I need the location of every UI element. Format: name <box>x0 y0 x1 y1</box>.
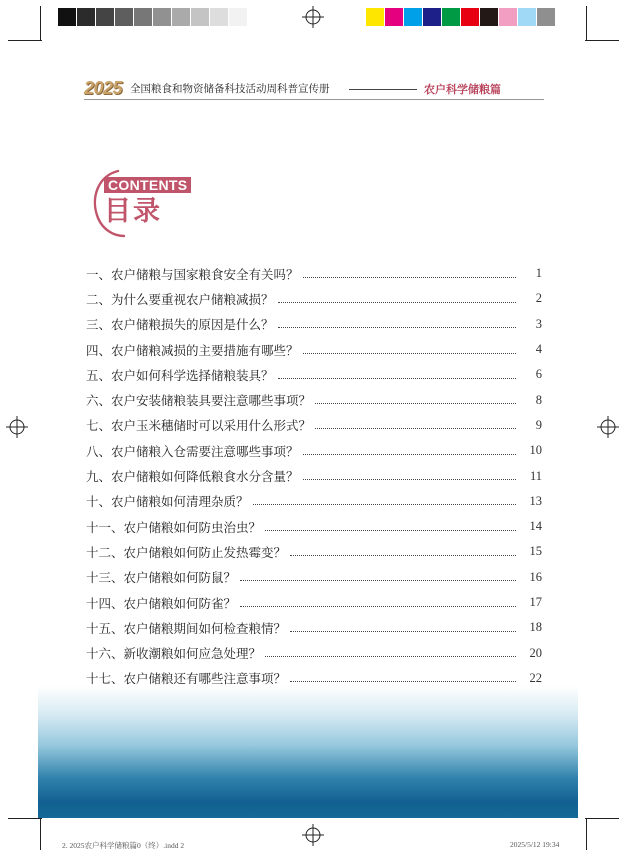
toc-entry-title: 十四、农户储粮如何防雀？ <box>86 595 237 611</box>
toc-leader-dots <box>265 655 516 657</box>
contents-title: 目录 <box>104 196 162 227</box>
toc-entry-page: 10 <box>529 443 542 458</box>
color-swatch <box>229 8 248 26</box>
slug-datetime: 2025/5/12 19:34 <box>510 840 560 849</box>
toc-entry[interactable] <box>86 615 542 640</box>
color-swatch <box>404 8 423 26</box>
toc-leader-dots <box>303 276 516 278</box>
color-swatch <box>537 8 556 26</box>
crop-mark <box>8 818 42 819</box>
toc-entry[interactable] <box>86 514 542 539</box>
page-header <box>84 76 544 98</box>
toc-entry-title: 十三、农户储粮如何防鼠？ <box>86 570 237 586</box>
toc-entry-title: 五、农户如何科学选择储粮装具？ <box>86 367 274 383</box>
color-swatch <box>153 8 172 26</box>
toc-entry-title: 六、农户安装储粮装具要注意哪些事项？ <box>86 393 312 409</box>
toc-entry[interactable] <box>86 413 542 438</box>
toc-leader-dots <box>315 402 516 404</box>
toc-entry-title: 二、为什么要重视农户储粮减损？ <box>86 291 274 307</box>
toc-entry[interactable] <box>86 261 542 286</box>
toc-leader-dots <box>290 630 516 632</box>
toc-entry-page: 15 <box>529 544 542 559</box>
registration-mark-icon <box>6 416 28 438</box>
toc-entry-title: 十、农户储粮如何清理杂质？ <box>86 494 249 510</box>
color-swatch <box>423 8 442 26</box>
color-bar <box>366 8 556 26</box>
toc-entry-page: 4 <box>535 342 542 357</box>
toc-entry[interactable] <box>86 438 542 463</box>
slug-filename: 2. 2025农户科学储粮篇0（终）.indd 2 <box>62 841 185 850</box>
toc-entry-title: 八、农户储粮入仓需要注意哪些事项？ <box>86 443 299 459</box>
registration-mark-icon <box>597 416 619 438</box>
header-rule <box>84 99 544 100</box>
color-swatch <box>385 8 404 26</box>
color-swatch <box>480 8 499 26</box>
toc-entry[interactable] <box>86 590 542 615</box>
color-swatch <box>461 8 480 26</box>
color-swatch <box>210 8 229 26</box>
toc-entry-page: 1 <box>535 266 542 281</box>
toc-entry-title: 十一、农户储粮如何防虫治虫？ <box>86 519 262 535</box>
table-of-contents <box>86 261 542 691</box>
toc-leader-dots <box>303 453 516 455</box>
toc-leader-dots <box>290 554 516 556</box>
toc-leader-dots <box>303 352 516 354</box>
toc-entry[interactable] <box>86 489 542 514</box>
grayscale-bar <box>58 8 248 26</box>
color-swatch <box>442 8 461 26</box>
toc-entry[interactable] <box>86 312 542 337</box>
toc-entry-page: 20 <box>529 645 542 660</box>
toc-entry-page: 11 <box>529 468 542 483</box>
toc-entry-title: 三、农户储粮损失的原因是什么？ <box>86 317 274 333</box>
toc-entry-title: 十六、新收潮粮如何应急处理？ <box>86 646 262 662</box>
toc-leader-dots <box>290 680 516 682</box>
header-divider <box>349 89 417 90</box>
toc-entry-page: 8 <box>535 392 542 407</box>
toc-entry-page: 13 <box>529 493 542 508</box>
crop-mark <box>40 818 41 850</box>
color-swatch <box>134 8 153 26</box>
toc-entry[interactable] <box>86 565 542 590</box>
registration-mark-icon <box>302 6 324 28</box>
toc-leader-dots <box>278 301 516 303</box>
color-swatch <box>77 8 96 26</box>
toc-leader-dots <box>240 579 516 581</box>
toc-entry-title: 七、农户玉米穗储时可以采用什么形式？ <box>86 418 312 434</box>
header-section: 农户科学储粮篇 <box>424 83 501 96</box>
toc-entry-title: 九、农户储粮如何降低粮食水分含量？ <box>86 469 299 485</box>
toc-entry[interactable] <box>86 463 542 488</box>
toc-entry-page: 22 <box>529 670 542 685</box>
color-swatch <box>115 8 134 26</box>
toc-leader-dots <box>265 529 516 531</box>
color-swatch <box>58 8 77 26</box>
toc-entry-page: 9 <box>535 417 542 432</box>
toc-entry-title: 十七、农户储粮还有哪些注意事项？ <box>86 671 287 687</box>
bottom-gradient-band <box>38 686 578 818</box>
toc-entry[interactable] <box>86 286 542 311</box>
toc-entry-page: 18 <box>529 620 542 635</box>
color-swatch <box>366 8 385 26</box>
header-title: 全国粮食和物资储备科技活动周科普宣传册 <box>130 83 330 95</box>
toc-entry-title: 四、农户储粮减损的主要措施有哪些？ <box>86 342 299 358</box>
toc-entry-page: 14 <box>529 519 542 534</box>
toc-entry[interactable] <box>86 337 542 362</box>
crop-mark <box>8 40 42 41</box>
toc-leader-dots <box>253 503 516 505</box>
toc-leader-dots <box>278 377 516 379</box>
toc-entry-title: 十二、农户储粮如何防止发热霉变？ <box>86 544 287 560</box>
color-swatch <box>191 8 210 26</box>
crop-mark <box>586 6 587 40</box>
color-swatch <box>172 8 191 26</box>
toc-leader-dots <box>240 605 516 607</box>
crop-mark <box>586 818 587 850</box>
toc-entry[interactable] <box>86 640 542 665</box>
toc-entry[interactable] <box>86 362 542 387</box>
toc-entry-title: 一、农户储粮与国家粮食安全有关吗？ <box>86 266 299 282</box>
toc-entry-page: 16 <box>529 569 542 584</box>
color-swatch <box>499 8 518 26</box>
toc-entry-page: 3 <box>535 316 542 331</box>
header-year: 2025 <box>84 78 123 98</box>
toc-leader-dots <box>315 427 516 429</box>
registration-mark-icon <box>302 824 324 846</box>
contents-badge: CONTENTS <box>104 177 191 193</box>
toc-entry-page: 2 <box>535 291 542 306</box>
toc-entry-page: 17 <box>529 595 542 609</box>
toc-entry-title: 十五、农户储粮期间如何检查粮情？ <box>86 620 287 636</box>
crop-mark <box>40 6 41 40</box>
toc-leader-dots <box>278 326 516 328</box>
toc-entry[interactable] <box>86 387 542 412</box>
color-swatch <box>518 8 537 26</box>
toc-leader-dots <box>303 478 516 480</box>
crop-mark <box>585 40 619 41</box>
color-swatch <box>96 8 115 26</box>
crop-mark <box>585 818 619 819</box>
toc-entry[interactable] <box>86 539 542 564</box>
toc-entry-page: 6 <box>535 367 542 382</box>
